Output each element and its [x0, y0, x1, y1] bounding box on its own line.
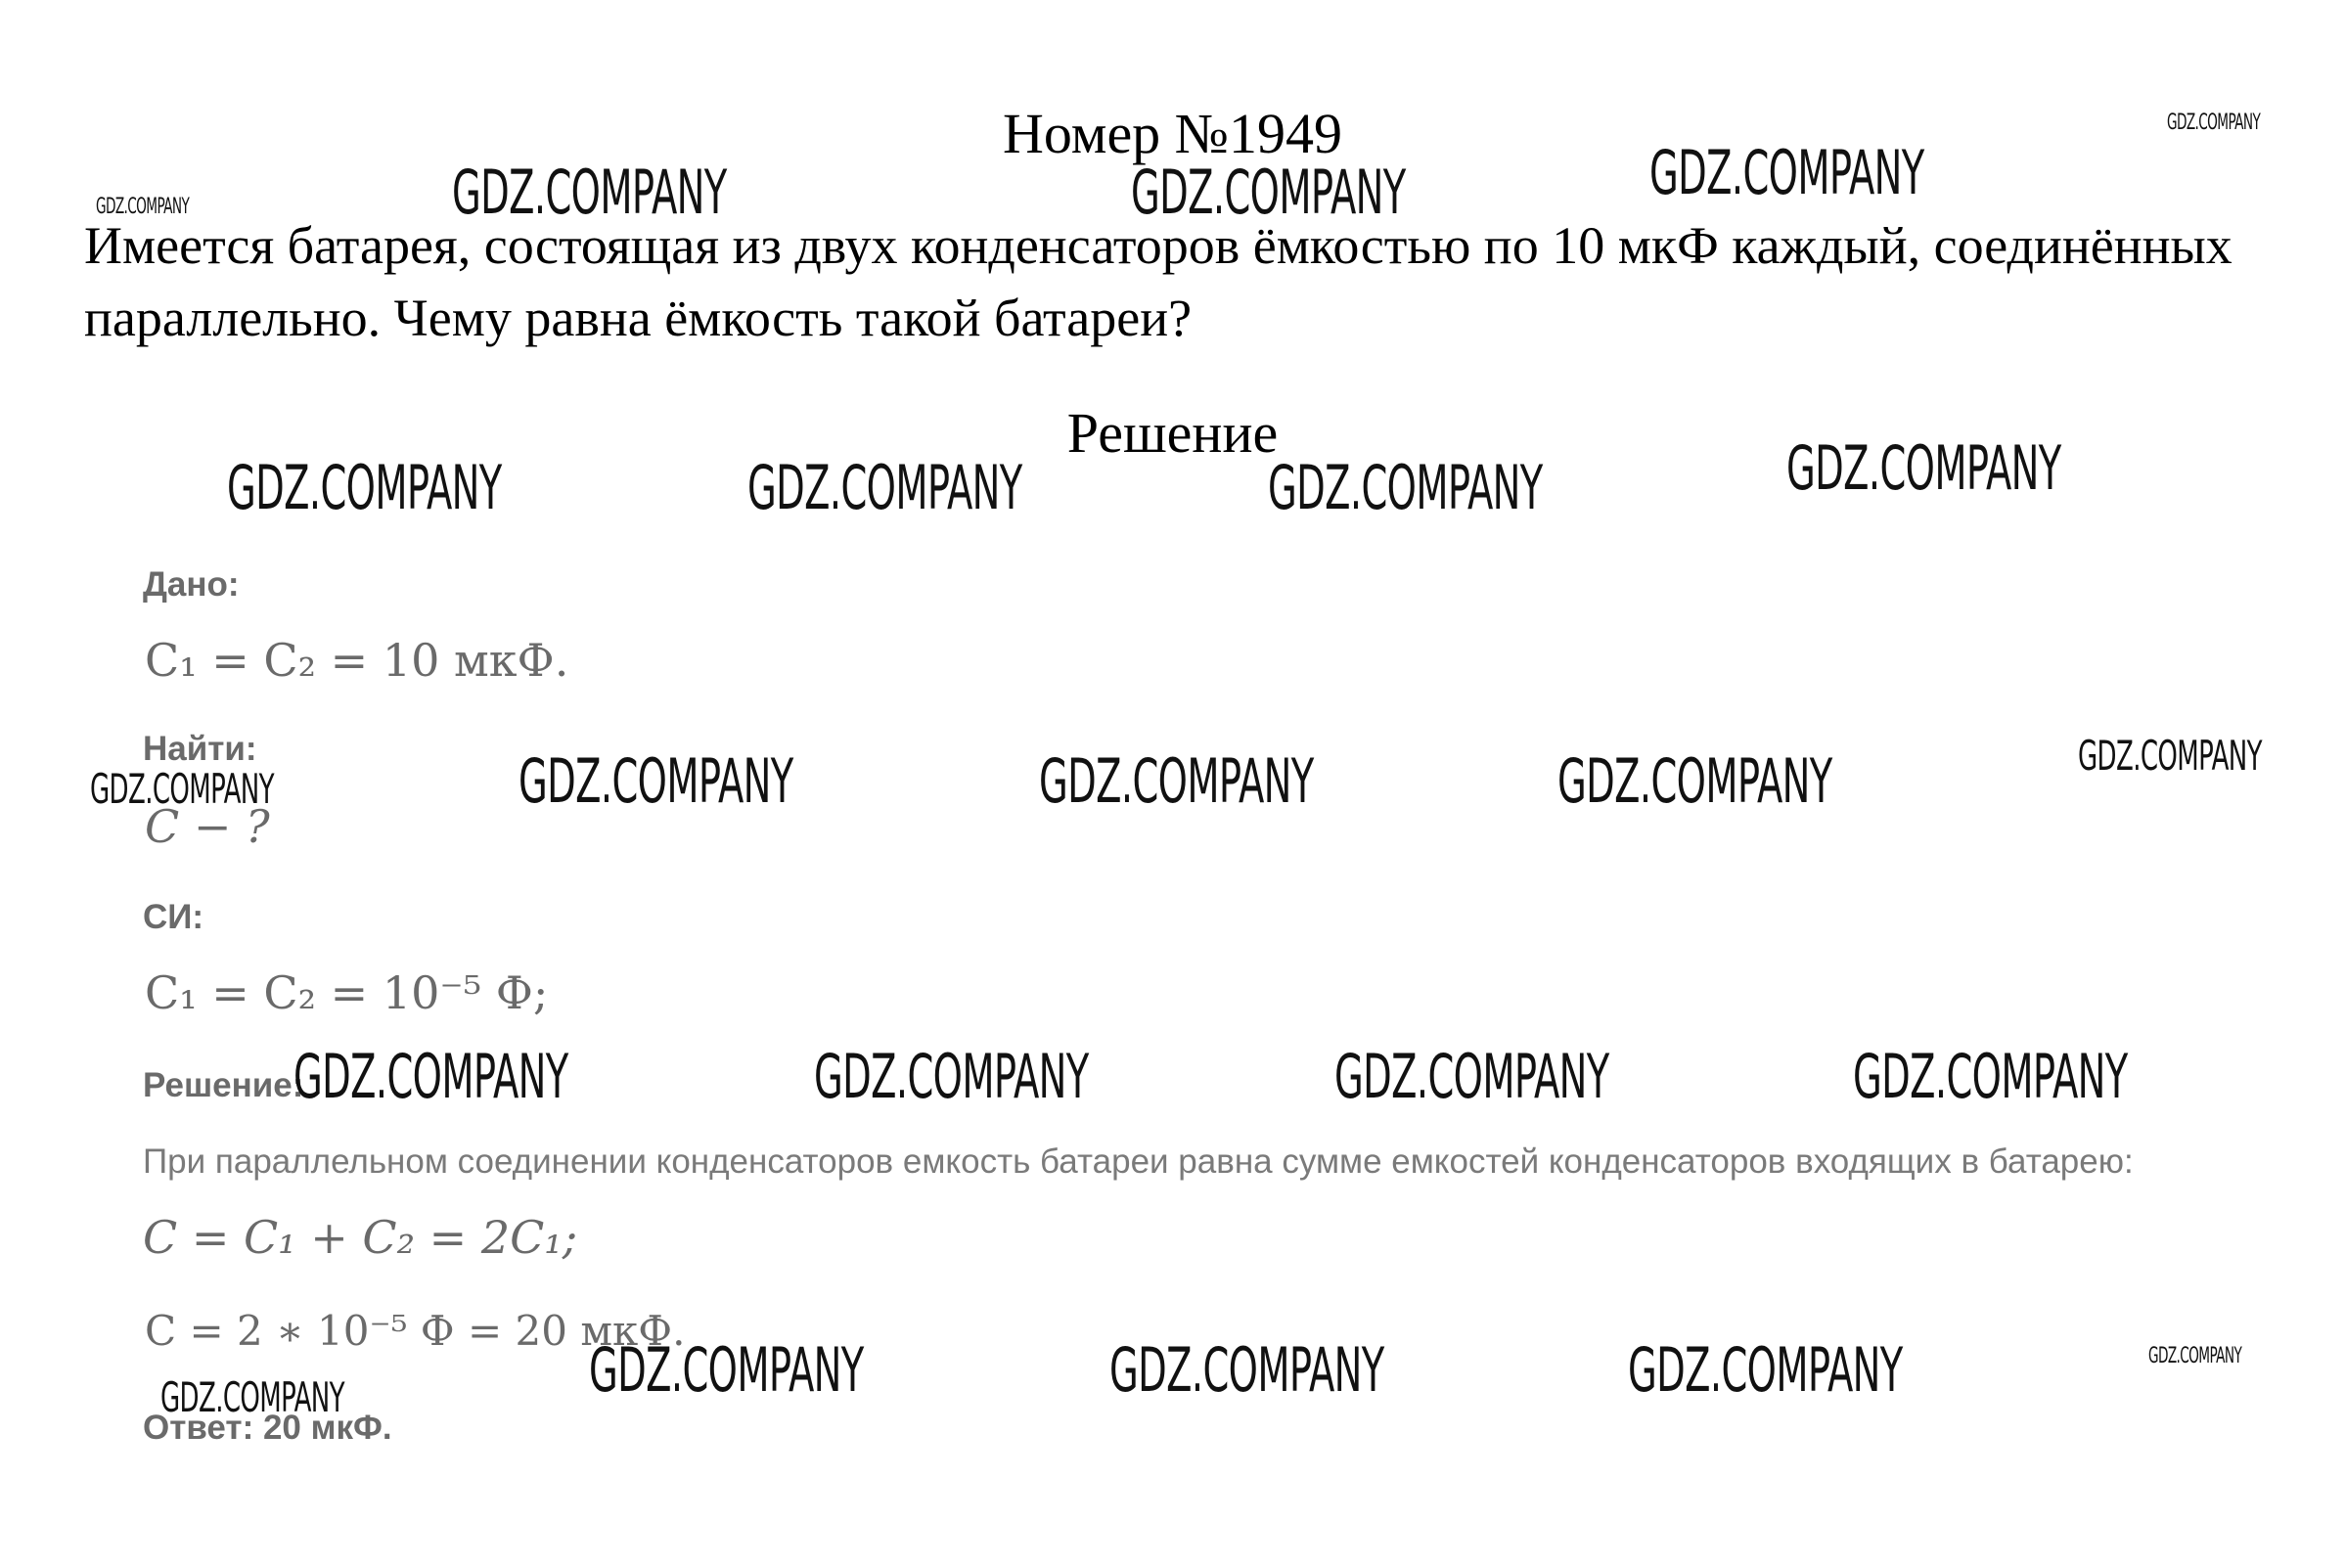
- watermark: GDZ.COMPANY: [519, 745, 793, 817]
- si-label: СИ:: [143, 898, 204, 936]
- page-title: Номер №1949: [1002, 102, 1343, 165]
- watermark: GDZ.COMPANY: [452, 157, 727, 228]
- watermark: GDZ.COMPANY: [1649, 137, 1924, 208]
- formula-sum: C = C₁ + C₂ = 2C₁;: [143, 1211, 578, 1264]
- formula-calc: C = 2 ∗ 10⁻⁵ Ф = 20 мкФ.: [145, 1307, 686, 1355]
- watermark: GDZ.COMPANY: [293, 1041, 568, 1112]
- watermark: GDZ.COMPANY: [589, 1334, 864, 1406]
- solution-explanation: При параллельном соединении конденсаторов емкость батареи равна сумме емкостей конденсаторов входящих в батарею:: [143, 1142, 2134, 1181]
- watermark: GDZ.COMPANY: [1268, 452, 1543, 523]
- watermark: GDZ.COMPANY: [90, 765, 274, 813]
- find-expression: C − ?: [145, 800, 270, 853]
- watermark: GDZ.COMPANY: [1628, 1334, 1903, 1406]
- watermark: GDZ.COMPANY: [1557, 745, 1832, 817]
- watermark: GDZ.COMPANY: [1039, 745, 1314, 817]
- si-expression: C₁ = C₂ = 10⁻⁵ Ф;: [145, 966, 549, 1019]
- watermark: GDZ.COMPANY: [814, 1041, 1089, 1112]
- find-label: Найти:: [143, 730, 257, 768]
- answer-text: Ответ: 20 мкФ.: [143, 1409, 392, 1447]
- watermark: GDZ.COMPANY: [1109, 1334, 1384, 1406]
- watermark: GDZ.COMPANY: [2078, 732, 2262, 780]
- watermark: GDZ.COMPANY: [2167, 111, 2261, 135]
- watermark: GDZ.COMPANY: [2148, 1344, 2242, 1368]
- solution-label: Решение:: [143, 1066, 304, 1104]
- watermark: GDZ.COMPANY: [160, 1373, 344, 1421]
- watermark: GDZ.COMPANY: [1853, 1041, 2128, 1112]
- watermark: GDZ.COMPANY: [96, 195, 190, 219]
- watermark: GDZ.COMPANY: [1786, 432, 2061, 504]
- task-text: Имеется батарея, состоящая из двух конденсаторов ёмкостью по 10 мкФ каждый, соединённых параллельно. Чему равна ёмкость такой батареи?: [84, 216, 2232, 347]
- watermark: GDZ.COMPANY: [227, 452, 502, 523]
- watermark: GDZ.COMPANY: [1131, 157, 1406, 228]
- solution-heading: Решение: [1066, 401, 1279, 465]
- watermark: GDZ.COMPANY: [747, 452, 1022, 523]
- watermark: GDZ.COMPANY: [1334, 1041, 1609, 1112]
- given-expression: C₁ = C₂ = 10 мкФ.: [145, 634, 569, 687]
- given-label: Дано:: [143, 565, 240, 604]
